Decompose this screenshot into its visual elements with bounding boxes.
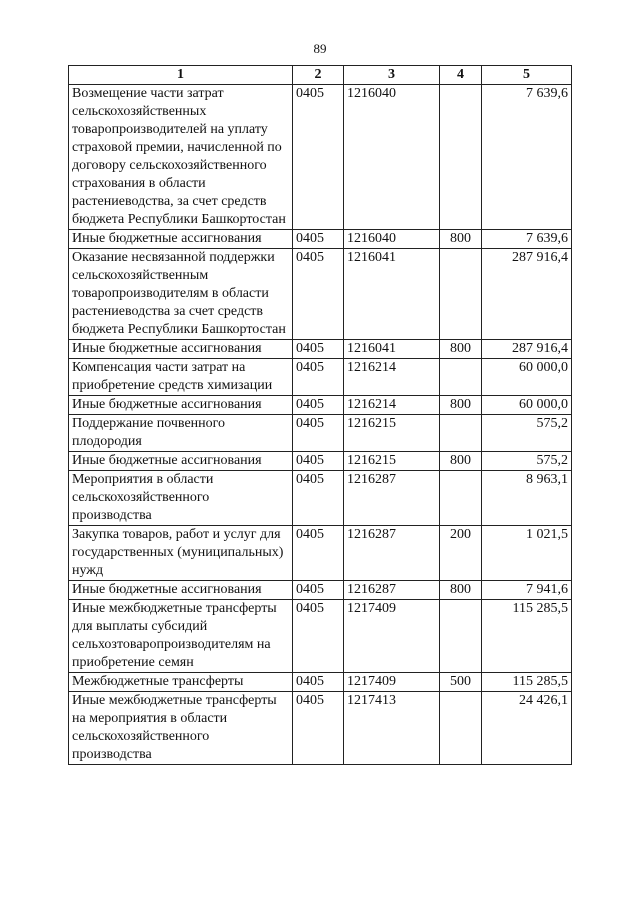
row-amount: 7 639,6 <box>482 85 572 230</box>
row-section-code: 0405 <box>293 600 344 673</box>
row-section-code: 0405 <box>293 673 344 692</box>
row-name: Иные межбюджетные трансферты на мероприятия в области сельскохозяйственного производства <box>69 692 293 765</box>
header-cell-2: 2 <box>293 66 344 85</box>
row-name: Межбюджетные трансферты <box>69 673 293 692</box>
row-type-code: 800 <box>440 581 482 600</box>
row-amount: 60 000,0 <box>482 396 572 415</box>
budget-table <box>68 65 572 765</box>
row-section-code: 0405 <box>293 359 344 396</box>
row-section-code: 0405 <box>293 471 344 526</box>
header-cell-5: 5 <box>482 66 572 85</box>
row-name: Возмещение части затрат сельскохозяйственных товаропроизводителей на уплату страховой премии, начисленной по договору сельскохозяйственного страхования в области растениеводства, за счет средств бюджета Республики Башкортостан <box>69 85 293 230</box>
table-row <box>69 396 572 415</box>
row-type-code: 500 <box>440 673 482 692</box>
table-row <box>69 359 572 396</box>
table-row <box>69 673 572 692</box>
row-section-code: 0405 <box>293 340 344 359</box>
header-row <box>69 66 572 85</box>
row-type-code <box>440 85 482 230</box>
row-target-code: 1216041 <box>344 249 440 340</box>
row-section-code: 0405 <box>293 526 344 581</box>
row-name: Иные бюджетные ассигнования <box>69 230 293 249</box>
row-amount: 1 021,5 <box>482 526 572 581</box>
row-name: Мероприятия в области сельскохозяйственного производства <box>69 471 293 526</box>
row-type-code <box>440 415 482 452</box>
row-section-code: 0405 <box>293 230 344 249</box>
row-amount: 8 963,1 <box>482 471 572 526</box>
page-number: 89 <box>313 41 327 56</box>
row-name: Иные бюджетные ассигнования <box>69 452 293 471</box>
row-type-code: 800 <box>440 340 482 359</box>
row-target-code: 1216041 <box>344 340 440 359</box>
row-amount: 115 285,5 <box>482 600 572 673</box>
row-name: Закупка товаров, работ и услуг для государственных (муниципальных) нужд <box>69 526 293 581</box>
table-row <box>69 471 572 526</box>
row-name: Иные межбюджетные трансферты для выплаты субсидий сельхозтоваропроизводителям на приобретение семян <box>69 600 293 673</box>
row-target-code: 1216214 <box>344 359 440 396</box>
row-name: Иные бюджетные ассигнования <box>69 340 293 359</box>
table-row <box>69 526 572 581</box>
row-section-code: 0405 <box>293 396 344 415</box>
row-section-code: 0405 <box>293 581 344 600</box>
header-cell-1: 1 <box>69 66 293 85</box>
header-cell-4: 4 <box>440 66 482 85</box>
row-amount: 7 941,6 <box>482 581 572 600</box>
row-target-code: 1216287 <box>344 581 440 600</box>
row-type-code <box>440 359 482 396</box>
row-section-code: 0405 <box>293 452 344 471</box>
row-type-code: 800 <box>440 230 482 249</box>
row-target-code: 1216040 <box>344 230 440 249</box>
row-name: Иные бюджетные ассигнования <box>69 396 293 415</box>
table-row <box>69 85 572 230</box>
table-row <box>69 692 572 765</box>
row-type-code <box>440 249 482 340</box>
row-section-code: 0405 <box>293 415 344 452</box>
row-target-code: 1216287 <box>344 471 440 526</box>
row-amount: 115 285,5 <box>482 673 572 692</box>
table-row <box>69 230 572 249</box>
row-type-code: 800 <box>440 396 482 415</box>
row-target-code: 1216215 <box>344 452 440 471</box>
row-amount: 287 916,4 <box>482 249 572 340</box>
header-cell-3: 3 <box>344 66 440 85</box>
row-target-code: 1217413 <box>344 692 440 765</box>
row-type-code <box>440 471 482 526</box>
table-row <box>69 600 572 673</box>
row-target-code: 1216215 <box>344 415 440 452</box>
table-row <box>69 452 572 471</box>
row-type-code: 200 <box>440 526 482 581</box>
table-row <box>69 340 572 359</box>
row-amount: 24 426,1 <box>482 692 572 765</box>
row-amount: 60 000,0 <box>482 359 572 396</box>
row-target-code: 1216214 <box>344 396 440 415</box>
row-type-code <box>440 600 482 673</box>
row-section-code: 0405 <box>293 85 344 230</box>
table-row <box>69 581 572 600</box>
row-target-code: 1216287 <box>344 526 440 581</box>
row-name: Компенсация части затрат на приобретение средств химизации <box>69 359 293 396</box>
row-amount: 575,2 <box>482 452 572 471</box>
row-target-code: 1217409 <box>344 600 440 673</box>
table-body <box>69 85 572 765</box>
table-row <box>69 249 572 340</box>
table-row <box>69 415 572 452</box>
row-name: Поддержание почвенного плодородия <box>69 415 293 452</box>
row-type-code <box>440 692 482 765</box>
row-type-code: 800 <box>440 452 482 471</box>
row-target-code: 1216040 <box>344 85 440 230</box>
row-section-code: 0405 <box>293 249 344 340</box>
row-amount: 575,2 <box>482 415 572 452</box>
row-name: Оказание несвязанной поддержки сельскохозяйственным товаропроизводителям в области растениеводства за счет средств бюджета Республики Башкортостан <box>69 249 293 340</box>
row-target-code: 1217409 <box>344 673 440 692</box>
row-amount: 7 639,6 <box>482 230 572 249</box>
row-amount: 287 916,4 <box>482 340 572 359</box>
row-name: Иные бюджетные ассигнования <box>69 581 293 600</box>
row-section-code: 0405 <box>293 692 344 765</box>
